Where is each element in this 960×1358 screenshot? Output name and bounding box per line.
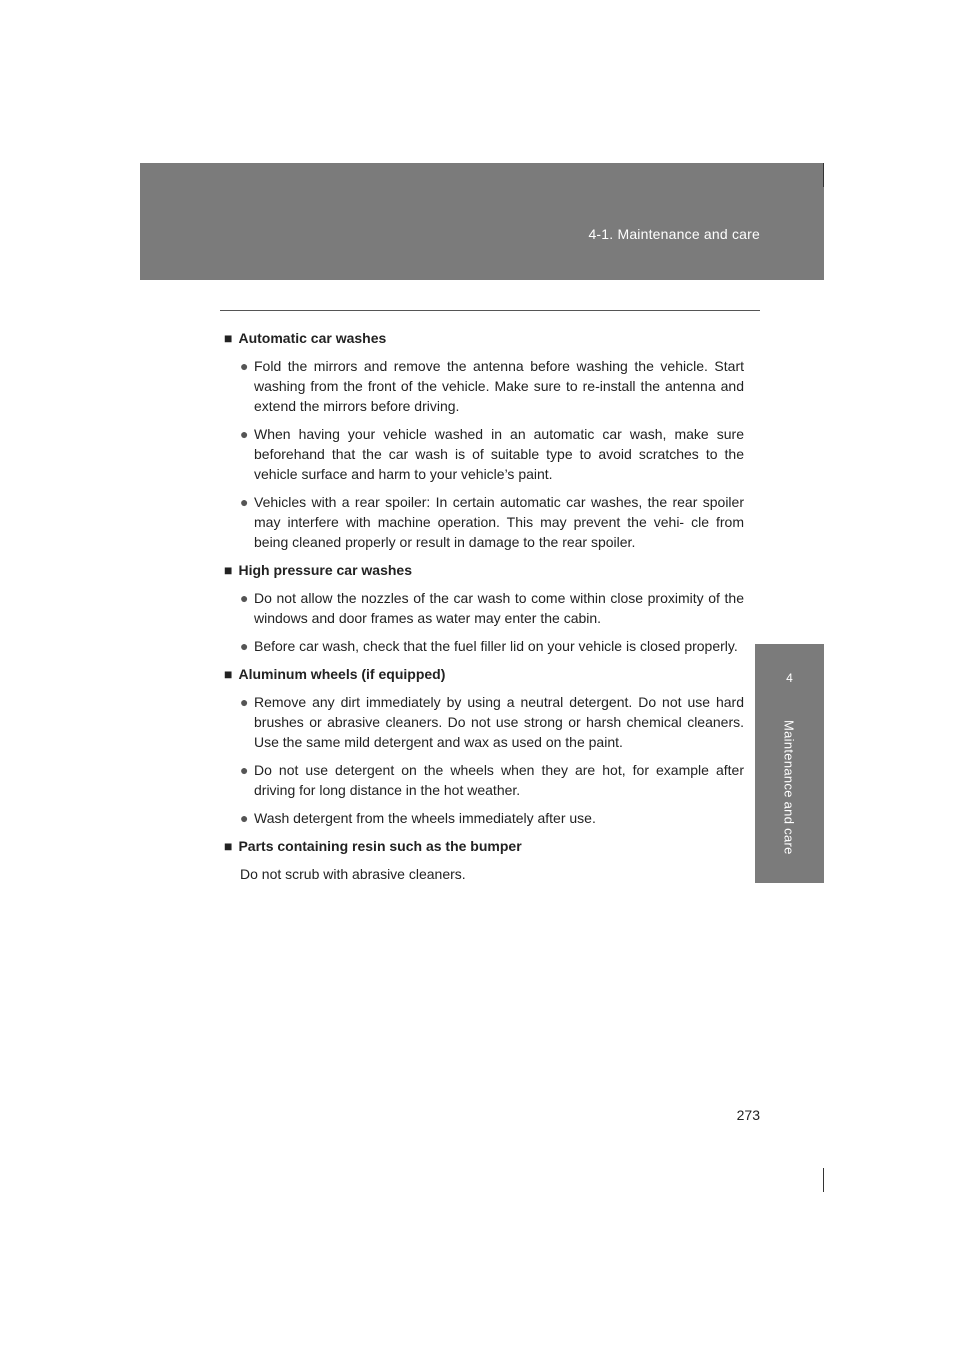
bullet-icon: ●	[240, 810, 249, 826]
bullet-item	[240, 356, 744, 416]
section-title	[224, 328, 744, 348]
section-marker-icon: ■	[224, 666, 233, 682]
section-title-text: Aluminum wheels (if equipped)	[238, 666, 446, 682]
bullet-icon: ●	[240, 358, 249, 374]
section-title	[224, 664, 744, 684]
bullet-item	[240, 760, 744, 800]
bullet-text: Do not use detergent on the wheels when they are hot, for example after driving for long distance in the hot weather.	[254, 762, 744, 798]
section-marker-icon: ■	[224, 838, 233, 854]
bullet-text: Fold the mirrors and remove the antenna before washing the vehicle. Start washing from the front of the vehicle. Make sure to re-install the antenna and extend the mirrors before driving.	[254, 358, 744, 414]
page-number: 273	[736, 1107, 760, 1123]
header-rule	[220, 310, 760, 311]
header-band	[140, 163, 824, 280]
header-section-title: 4-1. Maintenance and care	[588, 226, 760, 242]
section-title-text: High pressure car washes	[238, 562, 412, 578]
bullet-item	[240, 808, 744, 828]
section-marker-icon: ■	[224, 562, 233, 578]
bullet-item	[240, 424, 744, 484]
chapter-label: Maintenance and care	[781, 720, 797, 855]
crop-mark-top	[823, 163, 824, 187]
bullet-icon: ●	[240, 762, 249, 778]
section-marker-icon: ■	[224, 330, 233, 346]
bullet-item	[240, 692, 744, 752]
bullet-item	[240, 588, 744, 628]
bullet-item	[240, 492, 744, 552]
section-title	[224, 836, 744, 856]
bullet-text: Wash detergent from the wheels immediately after use.	[254, 810, 596, 826]
chapter-tab	[755, 644, 824, 713]
chapter-number: 4	[786, 671, 793, 685]
bullet-text: Remove any dirt immediately by using a neutral detergent. Do not use hard brushes or abrasive cleaners. Do not use strong or harsh chemical cleaners. Use the same mild detergent and wax as used on the paint.	[254, 694, 744, 750]
bullet-icon: ●	[240, 638, 249, 654]
page-content	[224, 328, 744, 892]
bullet-text: Do not allow the nozzles of the car wash to come within close proximity of the windows and door frames as water may enter the cabin.	[254, 590, 744, 626]
bullet-text: Before car wash, check that the fuel filler lid on your vehicle is closed properly.	[254, 638, 738, 654]
section-title-text: Parts containing resin such as the bumper	[238, 838, 522, 854]
crop-mark-bottom	[823, 1168, 824, 1192]
section-title-text: Automatic car washes	[238, 330, 387, 346]
section-title	[224, 560, 744, 580]
bullet-icon: ●	[240, 694, 249, 710]
bullet-icon: ●	[240, 426, 249, 442]
bullet-icon: ●	[240, 590, 249, 606]
bullet-text: Vehicles with a rear spoiler: In certain automatic car washes, the rear spoiler may interfere with machine operation. This may prevent the vehi- cle from being cleaned properly or result in damage to the rear spoiler.	[254, 494, 744, 550]
bullet-icon: ●	[240, 494, 249, 510]
bullet-item	[240, 636, 744, 656]
section-text: Do not scrub with abrasive cleaners.	[240, 866, 466, 882]
bullet-text: When having your vehicle washed in an automatic car wash, make sure beforehand that the car wash is of suitable type to avoid scratches to the vehicle surface and harm to your vehicle’s paint.	[254, 426, 744, 482]
